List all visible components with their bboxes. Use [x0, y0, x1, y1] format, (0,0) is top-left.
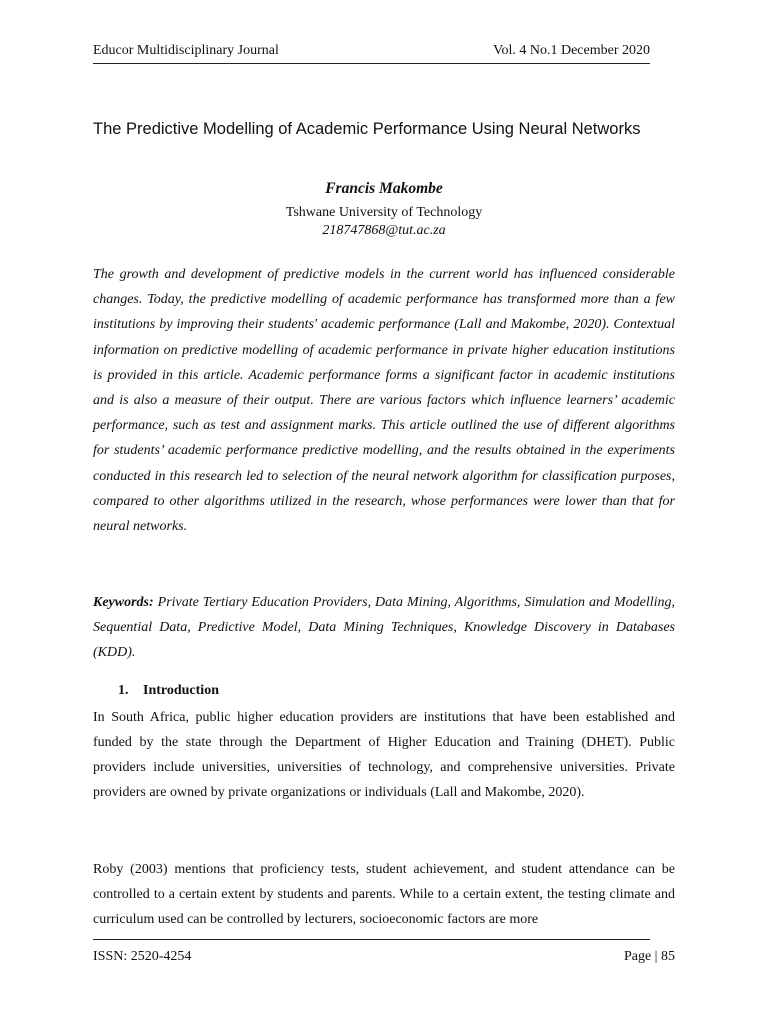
body-paragraph: Roby (2003) mentions that proficiency tests, student achievement, and student attendance can be controlled to a certain extent by students and parents. While to a certain extent, the testing climate and curriculum used can be controlled by lecturers, socioeconomic factors are more [93, 862, 675, 927]
running-header [93, 42, 650, 64]
keywords-label: Keywords: [93, 595, 154, 610]
section-title: Introduction [143, 683, 219, 698]
page-number: Page | 85 [623, 949, 675, 964]
abstract: The growth and development of predictive models in the current world has influenced considerable changes. Today, the predictive modelling of academic performance has transformed more than a few institutions by improving their students' academic performance (Lall and Makombe, 2020). Contextual information on predictive modelling of academic performance in private higher education institutions is provided in this article. Academic performance forms a significant factor in academic institutions and is also a measure of their output. There are various factors which influence learners’ academic performance, such as test and assignment marks. This article outlined the use of different algorithms for students’ academic performance predictive modelling, and the results obtained in the experiments conducted in this research led to selection of the neural network algorithm for classification purposes, compared to other algorithms utilized in the research, whose performances were lower than that for neural networks. [93, 267, 675, 535]
section-heading [118, 682, 219, 700]
article-title: The Predictive Modelling of Academic Performance Using Neural Networks [93, 120, 641, 138]
keywords-text: Private Tertiary Education Providers, Data Mining, Algorithms, Simulation and Modelling, Sequential Data, Predictive Model, Data Mining Techniques, Knowledge Discovery in Databases (KDD). [93, 595, 675, 660]
keywords [93, 590, 675, 665]
author-email: 218747868@tut.ac.za [322, 223, 446, 238]
issue-info: Vol. 4 No.1 December 2020 [493, 43, 650, 58]
author-name: Francis Makombe [325, 180, 443, 197]
footer-divider [93, 939, 650, 940]
body-paragraph: In South Africa, public higher education providers are institutions that have been established and funded by the state through the Department of Higher Education and Training (DHET). Public providers include universities, universities of technology, and comprehensive universities. Private providers are owned by private organizations or individuals (Lall and Makombe, 2020). [93, 710, 675, 800]
section-number: 1. [118, 683, 129, 698]
issn: ISSN: 2520-4254 [93, 949, 192, 964]
running-footer [93, 948, 675, 966]
journal-name: Educor Multidisciplinary Journal [93, 43, 279, 58]
author-affiliation: Tshwane University of Technology [285, 205, 483, 220]
